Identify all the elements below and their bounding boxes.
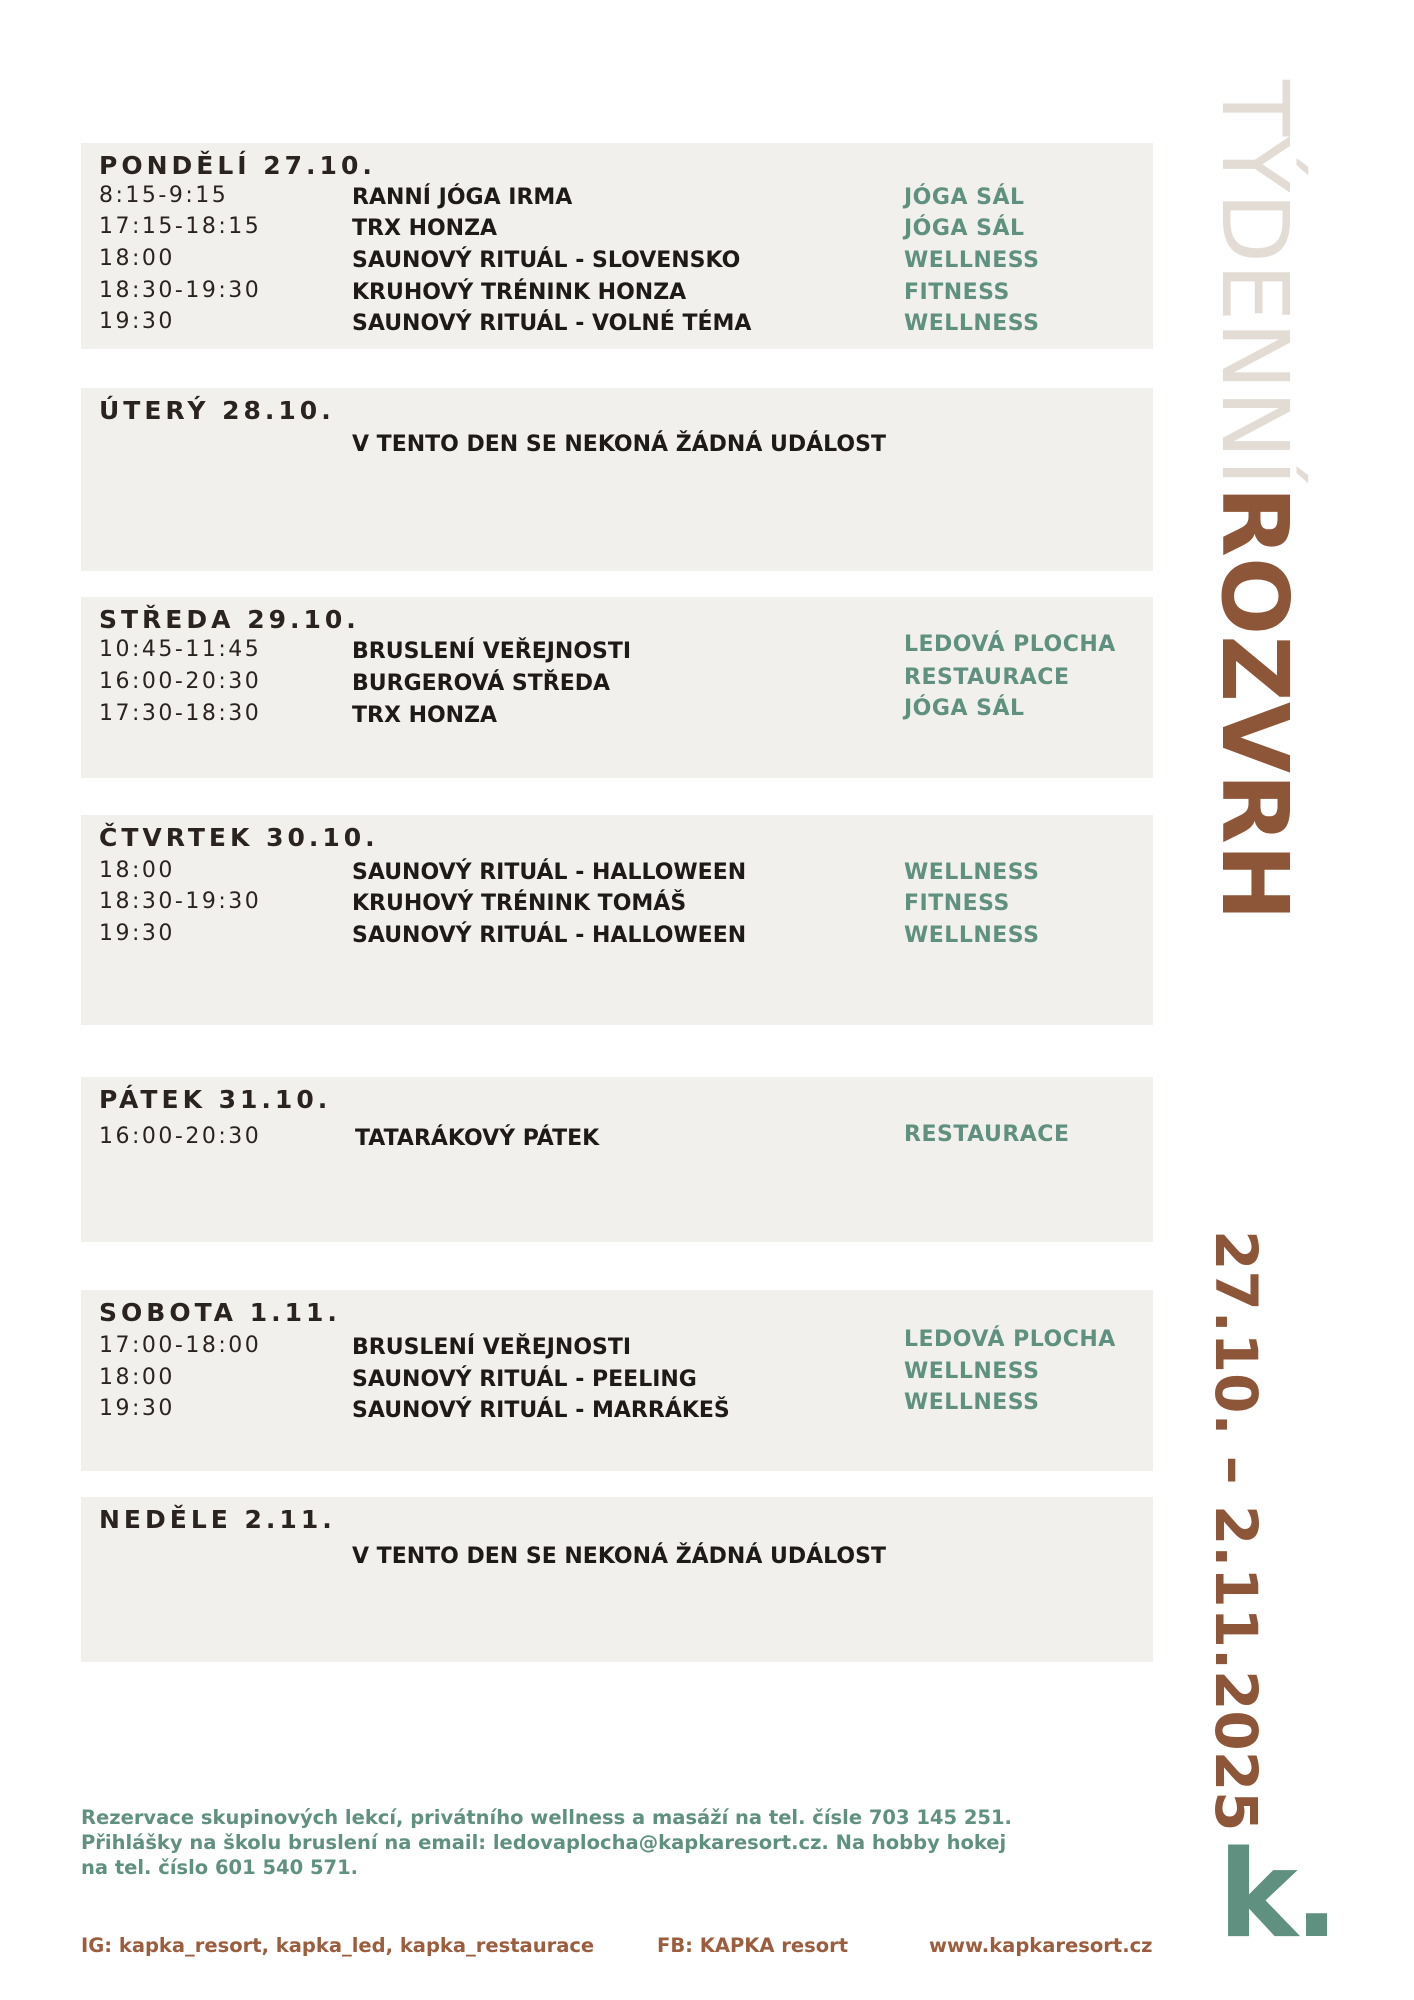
footer-info xyxy=(81,1805,1101,1880)
day-title: PONDĚLÍ 27.10. xyxy=(99,151,376,180)
event-place: WELLNESS xyxy=(904,248,1040,273)
event-name: SAUNOVÝ RITUÁL - MARRÁKEŠ xyxy=(352,1398,730,1423)
day-panel-monday xyxy=(81,143,1153,349)
event-name: BURGEROVÁ STŘEDA xyxy=(352,671,611,696)
event-place: JÓGA SÁL xyxy=(904,696,1025,721)
event-name: TATARÁKOVÝ PÁTEK xyxy=(355,1126,600,1151)
title-schedule: ROZVRH xyxy=(1201,486,1308,921)
day-title: NEDĚLE 2.11. xyxy=(99,1505,336,1534)
event-time: 16:00-20:30 xyxy=(99,1124,262,1149)
event-row xyxy=(81,696,1153,731)
day-title: PÁTEK 31.10. xyxy=(99,1085,332,1114)
event-time: 19:30 xyxy=(99,309,175,334)
event-place: JÓGA SÁL xyxy=(904,216,1025,241)
event-time: 19:30 xyxy=(99,921,175,946)
event-row xyxy=(81,246,1153,276)
event-name: SAUNOVÝ RITUÁL - PEELING xyxy=(352,1367,697,1392)
event-time: 18:30-19:30 xyxy=(99,278,262,303)
event-name: SAUNOVÝ RITUÁL - HALLOWEEN xyxy=(352,860,747,885)
event-row xyxy=(81,309,1153,339)
event-row xyxy=(81,183,1153,213)
day-panel-friday xyxy=(81,1077,1153,1242)
event-row xyxy=(81,665,1153,699)
day-panel-wednesday xyxy=(81,597,1153,778)
event-place: FITNESS xyxy=(904,280,1010,305)
event-time: 16:00-20:30 xyxy=(99,669,262,694)
event-place: WELLNESS xyxy=(904,311,1040,336)
day-title: STŘEDA 29.10. xyxy=(99,605,360,634)
schedule-title xyxy=(1201,80,1308,921)
title-weekly: TÝDENNÍ xyxy=(1201,80,1308,487)
event-place: RESTAURACE xyxy=(904,1122,1070,1147)
day-panel-thursday xyxy=(81,815,1153,1025)
event-time: 18:30-19:30 xyxy=(99,889,262,914)
website-link[interactable]: www.kapkaresort.cz xyxy=(929,1934,1153,1957)
event-name: RANNÍ JÓGA IRMA xyxy=(352,185,573,210)
event-name: TRX HONZA xyxy=(352,703,498,728)
event-place: FITNESS xyxy=(904,891,1010,916)
event-place: WELLNESS xyxy=(904,860,1040,885)
event-name: TRX HONZA xyxy=(352,216,498,241)
event-place: WELLNESS xyxy=(904,923,1040,948)
day-panel-sunday xyxy=(81,1497,1153,1662)
event-row xyxy=(81,278,1153,308)
event-place: LEDOVÁ PLOCHA xyxy=(904,632,1116,657)
event-time: 19:30 xyxy=(99,1396,175,1421)
event-name: KRUHOVÝ TRÉNINK HONZA xyxy=(352,280,687,305)
event-place: WELLNESS xyxy=(904,1390,1040,1415)
event-row xyxy=(81,921,1153,951)
no-event-message: V TENTO DEN SE NEKONÁ ŽÁDNÁ UDÁLOST xyxy=(352,432,886,457)
event-row xyxy=(81,214,1153,244)
event-place: JÓGA SÁL xyxy=(904,185,1025,210)
event-time: 10:45-11:45 xyxy=(99,637,262,662)
event-name: SAUNOVÝ RITUÁL - VOLNÉ TÉMA xyxy=(352,311,752,336)
footer-info-line: na tel. číslo 601 540 571. xyxy=(81,1856,359,1879)
event-name: SAUNOVÝ RITUÁL - HALLOWEEN xyxy=(352,923,747,948)
day-title: ÚTERÝ 28.10. xyxy=(99,396,335,425)
event-time: 17:30-18:30 xyxy=(99,701,262,726)
day-panel-tuesday xyxy=(81,388,1153,571)
date-range: 27.10. – 2.11.2025 xyxy=(1202,1230,1270,1832)
event-time: 17:15-18:15 xyxy=(99,214,262,239)
day-panel-saturday xyxy=(81,1290,1153,1471)
event-time: 8:15-9:15 xyxy=(99,183,229,208)
event-row xyxy=(81,1124,1153,1154)
event-time: 17:00-18:00 xyxy=(99,1333,262,1358)
event-name: BRUSLENÍ VEŘEJNOSTI xyxy=(352,1335,632,1360)
no-event-message: V TENTO DEN SE NEKONÁ ŽÁDNÁ UDÁLOST xyxy=(352,1544,886,1569)
day-title: ČTVRTEK 30.10. xyxy=(99,823,379,852)
day-title: SOBOTA 1.11. xyxy=(99,1298,341,1327)
footer-info-line: Přihlášky na školu bruslení na email: ledovaplocha@kapkaresort.cz. Na hobby hokej xyxy=(81,1831,1007,1854)
event-place: WELLNESS xyxy=(904,1359,1040,1384)
event-row xyxy=(81,1390,1153,1426)
event-name: KRUHOVÝ TRÉNINK TOMÁŠ xyxy=(352,891,687,916)
event-row xyxy=(81,858,1153,888)
instagram-link[interactable]: IG: kapka_resort, kapka_led, kapka_restaurace xyxy=(81,1934,595,1957)
event-time: 18:00 xyxy=(99,1365,175,1390)
event-name: SAUNOVÝ RITUÁL - SLOVENSKO xyxy=(352,248,741,273)
event-row xyxy=(81,632,1153,667)
event-row xyxy=(81,889,1153,919)
event-place: RESTAURACE xyxy=(904,665,1070,690)
kapka-logo: k. xyxy=(1218,1826,1336,1965)
footer-info-line: Rezervace skupinových lekcí, privátního wellness a masáží na tel. čísle 703 145 251. xyxy=(81,1806,1012,1829)
event-time: 18:00 xyxy=(99,246,175,271)
event-time: 18:00 xyxy=(99,858,175,883)
event-name: BRUSLENÍ VEŘEJNOSTI xyxy=(352,639,632,664)
event-place: LEDOVÁ PLOCHA xyxy=(904,1327,1116,1352)
facebook-link[interactable]: FB: KAPKA resort xyxy=(657,1934,849,1957)
